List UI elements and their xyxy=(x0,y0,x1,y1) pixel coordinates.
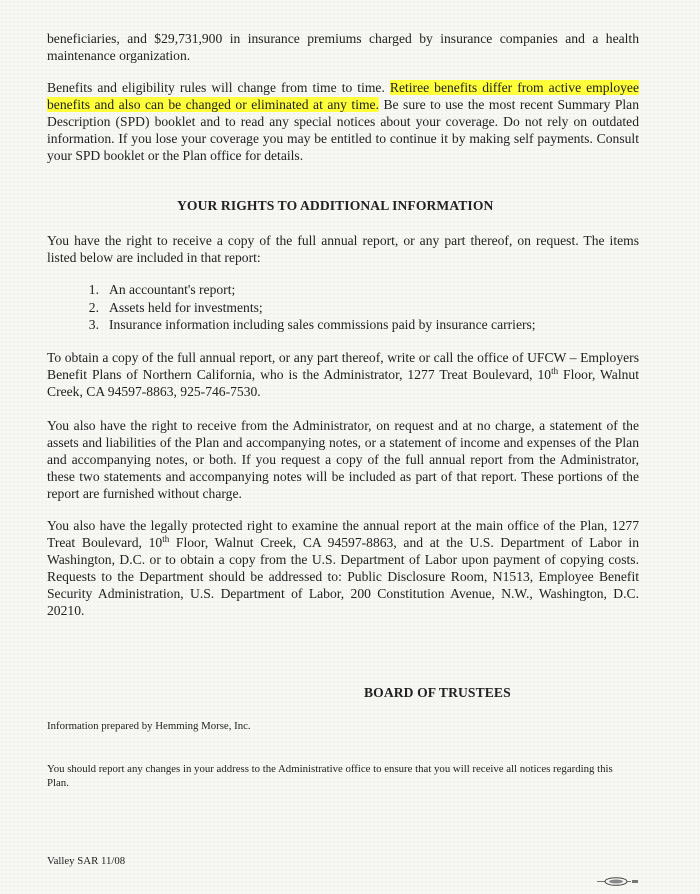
rights-heading: YOUR RIGHTS TO ADDITIONAL INFORMATION xyxy=(177,198,494,213)
list-item xyxy=(47,316,536,334)
benefits-change-paragraph xyxy=(47,79,639,164)
list-item xyxy=(47,281,536,299)
rights-intro-paragraph: You have the right to receive a copy of the full annual report, or any part thereof, on request. The items listed below are included in that report: xyxy=(47,233,639,265)
list-item-number: 2. xyxy=(88,299,99,315)
list-item-text: Assets held for investments; xyxy=(109,299,263,315)
benefits-change-rest: Be sure to use the most recent Summary Plan Description (SPD) booklet and to read any special notices about your coverage. Do not rely on outdated information. If you lose your coverage you may be entitled to continue it by making self payments. Consult your SPD booklet or the Plan office for details. xyxy=(47,97,639,163)
list-item-number: 3. xyxy=(88,317,99,332)
list-item-text: An accountant's report; xyxy=(109,282,236,297)
intro-tail-paragraph: beneficiaries, and $29,731,900 in insurance premiums charged by insurance companies and a health maintenance organization. xyxy=(47,31,639,63)
examine-text-a: You also have the legally protected right to examine the annual report at the main office of the Plan, 1277 Treat Boulevard, 10 xyxy=(47,518,639,550)
footer-code: Valley SAR 11/08 xyxy=(47,855,126,867)
ordinal-suffix: th xyxy=(551,366,559,376)
board-of-trustees-signature: BOARD OF TRUSTEES xyxy=(364,685,511,700)
obtain-copy-text-b: Floor, Walnut Creek, CA 94597-8863, 925-746-7530. xyxy=(47,367,639,399)
obtain-copy-text-a: To obtain a copy of the full annual report, or any part thereof, write or call the office of UFCW – Employers Benefit Plans of Northern California, who is the Administrator, 1277 Treat Boulevard, 10 xyxy=(47,350,639,382)
list-item xyxy=(47,299,536,317)
obtain-copy-paragraph xyxy=(47,349,639,400)
statement-paragraph: You also have the right to receive from the Administrator, on request and at no charge, a statement of the assets and liabilities of the Plan and accompanying notes, or a statement of income and expenses of the Plan and accompanying notes, or both. If you request a copy of the full annual report from the Administrator, these two statements and accompanying notes will be included as part of that report. These portions of the report are furnished without charge. xyxy=(47,418,639,501)
examine-text-b: Floor, Walnut Creek, CA 94597-8863, and at the U.S. Department of Labor in Washington, D.C. or to obtain a copy from the U.S. Department of Labor upon payment of copying costs. Requests to the Department should be addressed to: Public Disclosure Room, N1513, Employee Benefit Security Administration, U.S. Department of Labor, 200 Constitution Avenue, N.W., Washington, D.C. 20210. xyxy=(47,535,639,618)
prepared-by-note: Information prepared by Hemming Morse, Inc. xyxy=(47,720,251,732)
examine-report-paragraph xyxy=(47,517,639,619)
benefits-change-lead: Benefits and eligibility rules will change from time to time. xyxy=(47,80,390,95)
ordinal-suffix: th xyxy=(162,534,170,544)
report-items-list xyxy=(47,281,536,334)
address-change-notice: You should report any changes in your address to the Administrative office to ensure that you will receive all notices regarding this Plan. xyxy=(47,763,613,789)
union-bug-logo-icon xyxy=(597,877,639,886)
retiree-benefits-highlight: Retiree benefits differ from active employee benefits and also can be changed or eliminated at any time. xyxy=(47,80,639,112)
list-item-text: Insurance information including sales commissions paid by insurance carriers; xyxy=(109,317,536,332)
list-item-number: 1. xyxy=(88,282,99,297)
